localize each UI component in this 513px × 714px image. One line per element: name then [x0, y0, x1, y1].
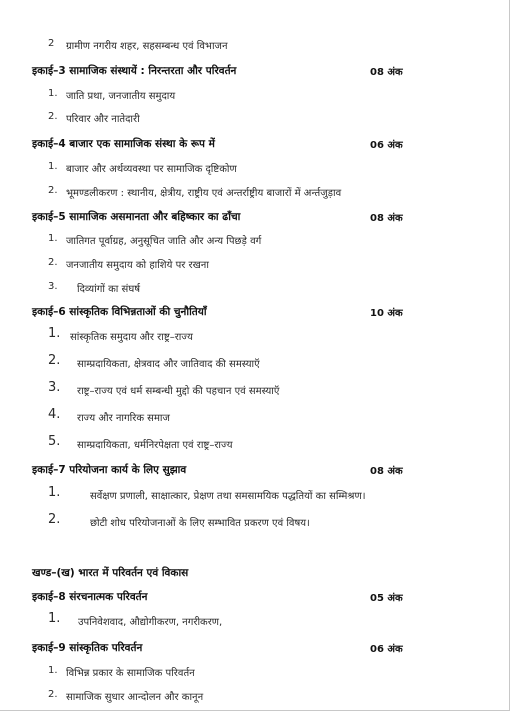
list-item-text: साम्प्रदायिकता, क्षेत्रवाद और जातिवाद की समस्याऍ: [77, 359, 260, 370]
unit-marks: 08 अंक: [370, 67, 403, 78]
unit-heading: इकाई–8 संरचनात्मक परिवर्तन: [32, 591, 148, 603]
list-item-number: 1.: [48, 326, 61, 341]
list-item-text: उपनिवेशवाद, औद्योगीकरण, नगरीकरण,: [78, 617, 223, 628]
list-item-text: राष्ट्र–राज्य एवं धर्म सम्बन्धी मुद्दो की पहचान एवं समस्याऍ: [77, 386, 280, 397]
list-item-text: बाजार और अर्थव्यवस्था पर सामाजिक दृष्टिकोण: [66, 164, 237, 175]
unit-heading: खण्ड–(ख) भारत में परिवर्तन एवं विकास: [32, 567, 189, 579]
list-item-text: सांस्कृतिक समुदाय और राष्ट्र–राज्य: [70, 332, 193, 343]
unit-marks: 06 अंक: [370, 140, 403, 151]
list-item-text: विभिन्न प्रकार के सामाजिक परिवर्तन: [66, 668, 195, 679]
list-item-number: 1.: [48, 233, 58, 244]
list-item-number: 2: [48, 38, 55, 49]
list-item-text: राज्य और नागरिक समाज: [77, 413, 170, 424]
list-item-number: 2.: [48, 689, 58, 700]
list-item-text: जातिगत पूर्वाग्रह, अनुसूचित जाति और अन्य पिछड़े वर्ग: [66, 236, 262, 247]
list-item-text: सर्वेक्षण प्रणाली, साक्षात्कार, प्रेक्षण तथा समसामयिक पद्धतियों का सम्मिश्रण।: [90, 491, 366, 502]
unit-marks: 08 अंक: [370, 213, 403, 224]
list-item-number: 3.: [48, 281, 58, 292]
list-item-number: 1.: [48, 611, 61, 626]
unit-heading: इकाई–9 सांस्कृतिक परिवर्तन: [32, 642, 143, 654]
list-item-text: जनजातीय समुदाय को हाशिये पर रखना: [66, 260, 209, 271]
list-item-text: परिवार और नातेदारी: [66, 114, 140, 125]
list-item-text: सामाजिक सुधार आन्दोलन और कानून: [66, 692, 204, 703]
list-item-number: 5.: [48, 434, 61, 449]
list-item-number: 1.: [48, 485, 61, 500]
list-item-number: 1.: [48, 665, 58, 676]
unit-heading: इकाई–3 सामाजिक संस्थायें : निरन्तरता और परिवर्तन: [32, 65, 237, 77]
unit-heading: इकाई–4 बाजार एक सामाजिक संस्था के रूप में: [32, 138, 215, 150]
list-item-text: दिव्यांगों का संघर्ष: [77, 284, 141, 295]
unit-marks: 08 अंक: [370, 466, 403, 477]
list-item-text: साम्प्रदायिकता, धर्मनिरपेक्षता एवं राष्ट्र–राज्य: [77, 440, 233, 451]
list-item-number: 2.: [48, 185, 58, 196]
unit-heading: इकाई–6 सांस्कृतिक विभिन्नताओं की चुनौतियाँ: [32, 306, 207, 318]
unit-heading: इकाई–5 सामाजिक असमानता और बहिष्कार का ढाँचा: [32, 211, 241, 223]
list-item-number: 2.: [48, 257, 58, 268]
unit-marks: 05 अंक: [370, 593, 403, 604]
unit-marks: 10 अंक: [370, 308, 403, 319]
unit-heading: इकाई–7 परियोजना कार्य के लिए सुझाव: [32, 464, 187, 476]
list-item-text: भूमण्डलीकरण : स्थानीय, क्षेत्रीय, राष्ट्रीय एवं अन्तर्राष्ट्रीय बाजारों में अर्न्तजुड़ाव: [66, 188, 342, 199]
list-item-number: 2.: [48, 512, 61, 527]
list-item-text: ग्रामीण नगरीय शहर, सहसम्बन्ध एवं विभाजन: [66, 41, 228, 52]
list-item-text: छोटी शोध परियोजनाओं के लिए सम्भावित प्रकरण एवं विषय।: [90, 518, 310, 529]
list-item-text: जाति प्रथा, जनजातीय समुदाय: [66, 91, 176, 102]
list-item-number: 2.: [48, 111, 58, 122]
list-item-number: 2.: [48, 353, 61, 368]
list-item-number: 3.: [48, 380, 61, 395]
list-item-number: 1.: [48, 88, 58, 99]
list-item-number: 4.: [48, 407, 61, 422]
unit-marks: 06 अंक: [370, 644, 403, 655]
list-item-number: 1.: [48, 161, 58, 172]
